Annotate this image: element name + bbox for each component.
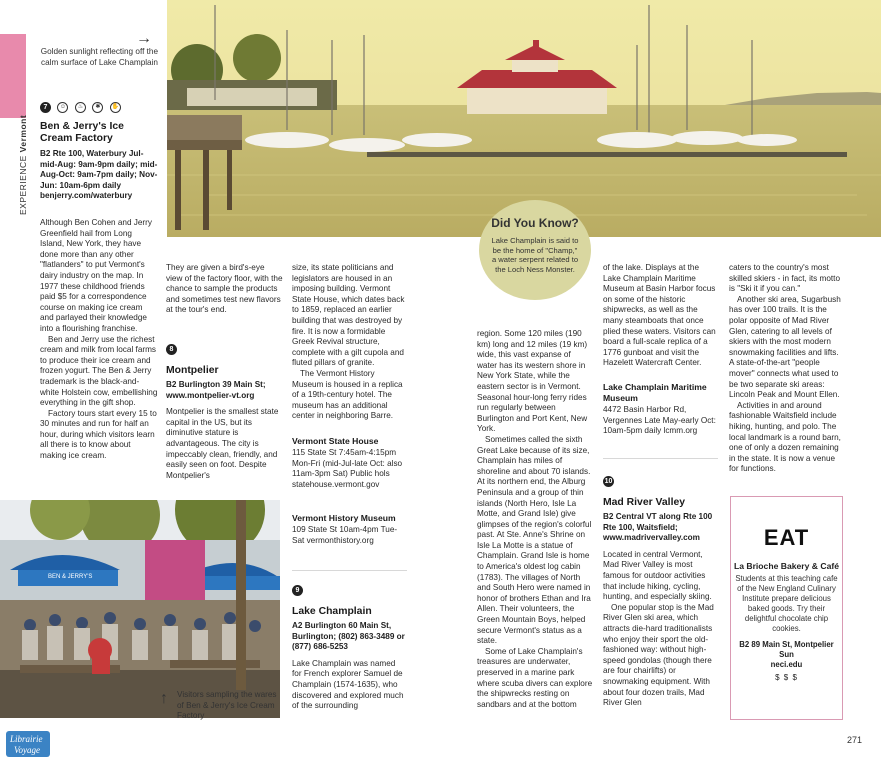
- did-you-know-title: Did You Know?: [491, 216, 579, 230]
- entry-title: Mad River Valley: [603, 497, 686, 508]
- ben-jerrys-entry: [40, 99, 158, 202]
- bookstore-logo: [4, 727, 52, 759]
- food-icon: ♨: [75, 102, 86, 113]
- entry-info: A2 Burlington 60 Main St, Burlington; (802) 863-3489 or (877) 686-5253: [292, 621, 405, 652]
- body-paragraph: Another ski area, Sugarbush has over 100 trails. It is the polar opposite of Mad River Glen, catering to all levels of skiers with the most modern snowmaking facilities and lifts. A state-of-the-art "people mover" connects what used to be two separate ski areas: Lincoln Peak and Mount Ellen.: [729, 294, 841, 400]
- logo-text-line2: Voyage: [14, 745, 40, 755]
- side-label-region: Vermont: [18, 114, 28, 153]
- price-rating: $ $ $: [775, 672, 798, 682]
- listing-title: Vermont State House: [292, 436, 379, 446]
- eat-title: EAT: [763, 525, 810, 550]
- ben-jerrys-body-continued: [166, 263, 283, 316]
- eat-description: Students at this teaching cafe of the New England Culinary Institute prepare delicious baked goods. Try their delightful chocolate chip cookies.: [735, 573, 838, 633]
- history-museum-listing: [292, 513, 407, 546]
- eat-website: neci.edu: [770, 659, 803, 669]
- entry-number-badge: 7: [40, 102, 51, 113]
- lake-photo-caption: Golden sunlight reflecting off the calm surface of Lake Champlain: [40, 47, 158, 67]
- lake-champlain-body: [477, 329, 593, 710]
- did-you-know-text: Lake Champlain is said to be the home of "Champ," a water serpent related to the Loch Ness Monster.: [491, 236, 579, 274]
- body-paragraph: caters to the country's most skilled skiers - in fact, its motto is "Ski it if you can.": [729, 263, 841, 294]
- body-paragraph: Montpelier is the smallest state capital in the US, but its diminutive stature is advantageous. The city is impeccably clean, friendly, and easily seen on foot. Despite Montpelier's: [166, 407, 279, 480]
- ice-cream-photo-caption: Visitors sampling the wares of Ben & Jerry's Ice Cream Factory: [177, 690, 277, 720]
- listing-info: 109 State St 10am-4pm Tue-Sat vermonthistory.org: [292, 525, 398, 545]
- listing-info: 115 State St 7:45am-4:15pm Mon-Fri (mid-Jul-late Oct: also 11am-3pm Sat) Public hols statehouse.vermont.gov: [292, 448, 403, 489]
- section-side-label: [18, 114, 30, 215]
- entry-info: B2 Burlington 39 Main St; www.montpelier-vt.org: [166, 380, 266, 400]
- body-paragraph: Some of Lake Champlain's treasures are underwater, preserved in a marine park where scuba divers can explore the shipwrecks resting on sandbars and at the bottom: [477, 646, 593, 709]
- arrow-up-icon: ↑: [160, 690, 168, 707]
- entry-info: B2 Central VT along Rte 100 Rte 100, Waitsfield; www.madrivervalley.com: [603, 512, 713, 543]
- ticket-icon: ✱: [92, 102, 103, 113]
- eat-info: B2 89 Main St, Montpelier Sun: [739, 639, 834, 659]
- body-paragraph: of the lake. Displays at the Lake Champlain Maritime Museum at Basin Harbor focus on some of the historic shipwrecks, as well as the many steamboats that once plied these waters. Visitors can board a full-scale replica of a 1776 gunboat and visit the Hazelett Watercraft Center.: [603, 263, 716, 368]
- side-label-experience: EXPERIENCE: [18, 155, 28, 215]
- arrow-right-icon: →: [136, 30, 152, 47]
- ice-cream-factory-photo: [0, 500, 280, 718]
- montpelier-entry: [166, 341, 283, 481]
- page-number: 271: [847, 735, 863, 745]
- eat-sidebar-box: [730, 496, 843, 720]
- divider: [603, 458, 718, 459]
- state-house-listing: [292, 436, 407, 490]
- listing-title: Vermont History Museum: [292, 513, 396, 523]
- listing-title: Lake Champlain Maritime Museum: [603, 382, 707, 403]
- entry-title: Montpelier: [166, 365, 219, 376]
- body-paragraph: Sometimes called the sixth Great Lake because of its size, Champlain has miles of shoreline and about 70 islands. At its northern end, the Alburg Peninsula and a group of thin islands (North Hero, Isle La Motte, and Grand Isle) give glimpses of the region's colorful past. At Ste. Anne's Shrine on Isle La Motte is a statue of Champlain. Grand Isle is home to America's oldest log cabin (1783). The villages of North and South Hero were named in honor of brothers Ethan and Ira Allen. Their volunteers, the Green Mountain Boys, helped secure Vermont's status as a state.: [477, 434, 592, 646]
- body-paragraph: Activities in and around fashionable Waitsfield include hiking, hunting, and polo. The local landmark is a round barn, one of only a dozen remaining in the state. It is now a venue for functions.: [729, 400, 841, 474]
- hand-icon: ✋: [110, 102, 121, 113]
- body-paragraph: Factory tours start every 15 to 30 minutes and run for half an hour, during which visitors learn all there is to know about making ice cream.: [40, 408, 157, 461]
- entry-title: Lake Champlain: [292, 606, 372, 617]
- body-paragraph: size, its state politicians and legislators are housed in an imposing building. Vermont State House, which dates back to 1859, replaced an earlier building that was destroyed by fire. It is now a formidable Greek Revival structure, complete with a gilt cupola and fluted pillars of granite.: [292, 263, 405, 368]
- body-paragraph: Located in central Vermont, Mad River Valley is most famous for outdoor activities that include hiking, cycling, hunting, and especially skiing.: [603, 549, 712, 602]
- body-paragraph: Ben and Jerry use the richest cream and milk from local farms to produce their ice cream and frozen yogurt. The Ben & Jerry trademark is the black-and-white Holstein cow, embellishing everything in the gift shop.: [40, 334, 158, 408]
- mad-river-entry: [603, 473, 718, 709]
- body-paragraph: The Vermont History Museum is housed in a replica of a 19th-century hotel. The museum has an additional center in neighboring Barre.: [292, 368, 403, 421]
- body-paragraph: Although Ben Cohen and Jerry Greenfield hail from Long Island, New York, they have done more than any other "flatlanders" to put Vermont's dairy industry on the map. In 1977 these childhood friends paid $5 for a correspondence course on making ice cream and parlayed their knowledge into a flourishing franchise.: [40, 218, 152, 333]
- eat-restaurant-name: La Brioche Bakery & Café: [733, 561, 840, 571]
- entry-number-badge: 9: [292, 585, 303, 596]
- maritime-museum-listing: [603, 382, 718, 437]
- listing-info: 4472 Basin Harbor Rd, Vergennes Late May-early Oct: 10am-5pm daily lcmm.org: [603, 405, 716, 436]
- did-you-know-callout: [479, 200, 591, 300]
- lake-champlain-entry: [292, 582, 407, 712]
- montpelier-body-continued: [292, 263, 407, 422]
- lake-champlain-body-continued: [603, 263, 718, 369]
- entry-number-badge: 10: [604, 478, 613, 486]
- divider: [292, 570, 407, 571]
- body-paragraph: region. Some 120 miles (190 km) long and 12 miles (19 km) wide, this vast expanse of water has its western shore in New York State, while the eastern sector is in Vermont. Seasonal hour-long ferry rides run regularly between Burlington and Port Kent, New York.: [477, 329, 588, 434]
- body-paragraph: They are given a bird's-eye view of the factory floor, with the chance to sample the products and sometimes test new flavors at the tour's end.: [166, 263, 283, 315]
- family-icon: ☺: [57, 102, 68, 113]
- entry-info: B2 Rte 100, Waterbury Jul-mid-Aug: 9am-9pm daily; mid-Aug-Oct: 9am-7pm daily; Nov-Jun: 10am-6pm daily benjerry.com/waterbury: [40, 149, 158, 201]
- section-color-tab: [0, 34, 26, 118]
- entry-title: Ben & Jerry's Ice Cream Factory: [40, 121, 124, 144]
- body-paragraph: Lake Champlain was named for French explorer Samuel de Champlain (1574-1635), who discovered and explored much of the surrounding: [292, 658, 404, 711]
- entry-number-badge: 8: [166, 344, 177, 355]
- mad-river-body-continued: [729, 263, 844, 475]
- ben-jerrys-body: [40, 218, 158, 462]
- shop-sign-text: BEN & JERRY'S: [48, 574, 93, 580]
- body-paragraph: One popular stop is the Mad River Glen ski area, which attracts die-hard traditionalists who enjoy their sport the old-fashioned way: without high-speed gondolas (though there are four chairlifts) or snowmaking equipment. With about four dozen trails, Mad River Glen: [603, 602, 714, 708]
- logo-text-line1: Librairie: [10, 734, 43, 744]
